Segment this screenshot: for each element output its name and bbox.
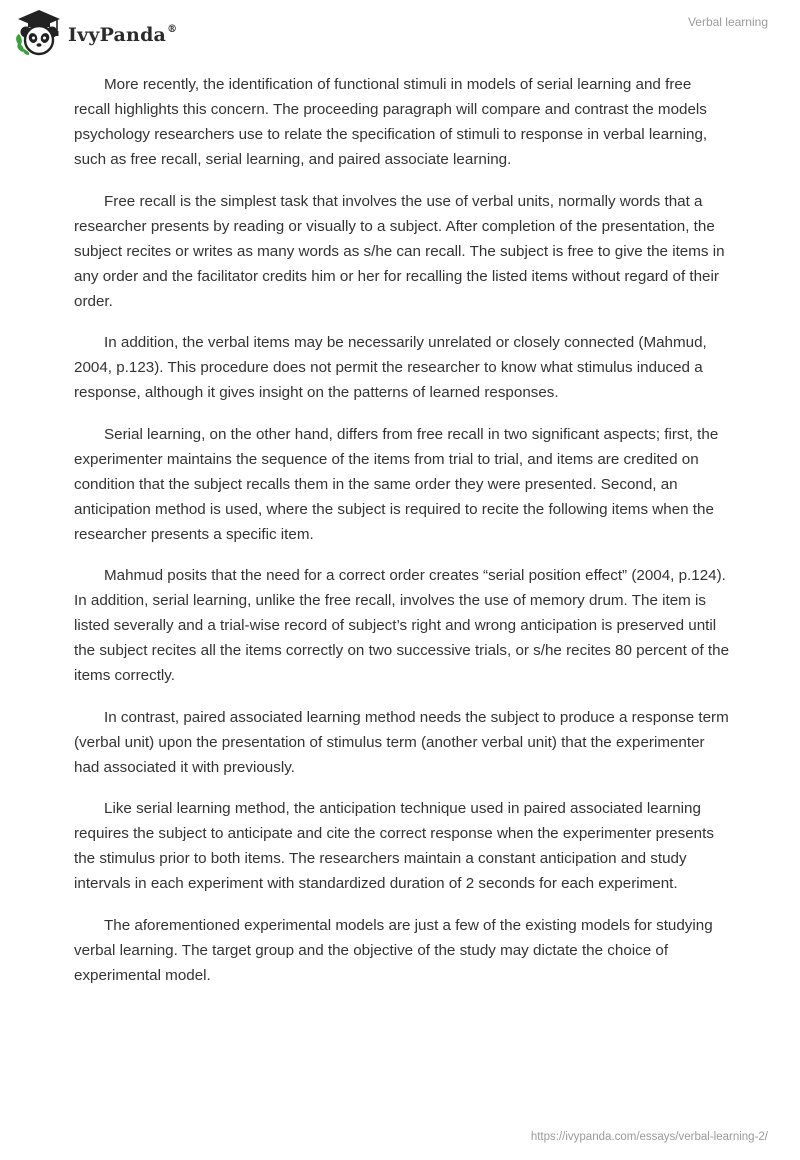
paragraph: The aforementioned experimental models are just a few of the existing models for studying verbal learning. The target group and the objective of the study may dictate the choice of experimental model.: [74, 916, 713, 984]
paragraph: Free recall is the simplest task that involves the use of verbal units, normally words that a researcher presents by reading or visually to a subject. After completion of the presentation, the subject recites or writes as many words as s/he can recall. The subject is free to give the items in any order and the facilitator credits him or her for recalling the listed items without regard of their order.: [74, 192, 725, 310]
paragraph: In addition, the verbal items may be necessarily unrelated or closely connected (Mahmud, 2004, p.123). This procedure does not permit the researcher to know what stimulus induced a response, although it gives insight on the patterns of learned responses.: [74, 334, 707, 401]
page-header: [0, 0, 800, 70]
paragraph: Serial learning, on the other hand, differs from free recall in two significant aspects; first, the experimenter maintains the sequence of the items from trial to trial, and items are credited on condition that the subject recalls them in the same order they were presented. Second, an anticipation method is used, where the subject is required to recite the following items when the researcher presents a specific item.: [74, 425, 719, 543]
source-url[interactable]: https://ivypanda.com/essays/verbal-learning-2/: [530, 1131, 768, 1143]
page-running-title: Verbal learning: [687, 15, 768, 29]
paragraph: In contrast, paired associated learning method needs the subject to produce a response term (verbal unit) upon the presentation of stimulus term (another verbal unit) that the experimenter had associated it with previously.: [74, 708, 729, 776]
paragraph: Like serial learning method, the anticipation technique used in paired associated learning requires the subject to anticipate and cite the correct response when the experimenter presents the stimulus prior to both items. The researchers maintain a constant anticipation and study intervals in each experiment with standardized duration of 2 seconds for each experiment.: [74, 800, 714, 892]
ivypanda-logo[interactable]: [14, 8, 177, 58]
essay-body: [74, 72, 730, 1004]
paragraph: Mahmud posits that the need for a correct order creates “serial position effect” (2004, p.124). In addition, serial learning, unlike the free recall, involves the use of memory drum. The item is listed severally and a trial-wise record of subject’s right and wrong anticipation is preserved until the subject recites all the items correctly on two successive trials, or s/he recites 80 percent of the items correctly.: [74, 567, 730, 684]
registered-mark: ®: [167, 23, 178, 35]
panda-graduate-icon: [14, 8, 64, 58]
brand-name: IvyPanda®: [68, 23, 178, 46]
paragraph: More recently, the identification of functional stimuli in models of serial learning and free recall highlights this concern. The proceeding paragraph will compare and contrast the models psychology researchers use to relate the specification of stimuli to response in verbal learning, such as free recall, serial learning, and paired associate learning.: [74, 76, 708, 168]
